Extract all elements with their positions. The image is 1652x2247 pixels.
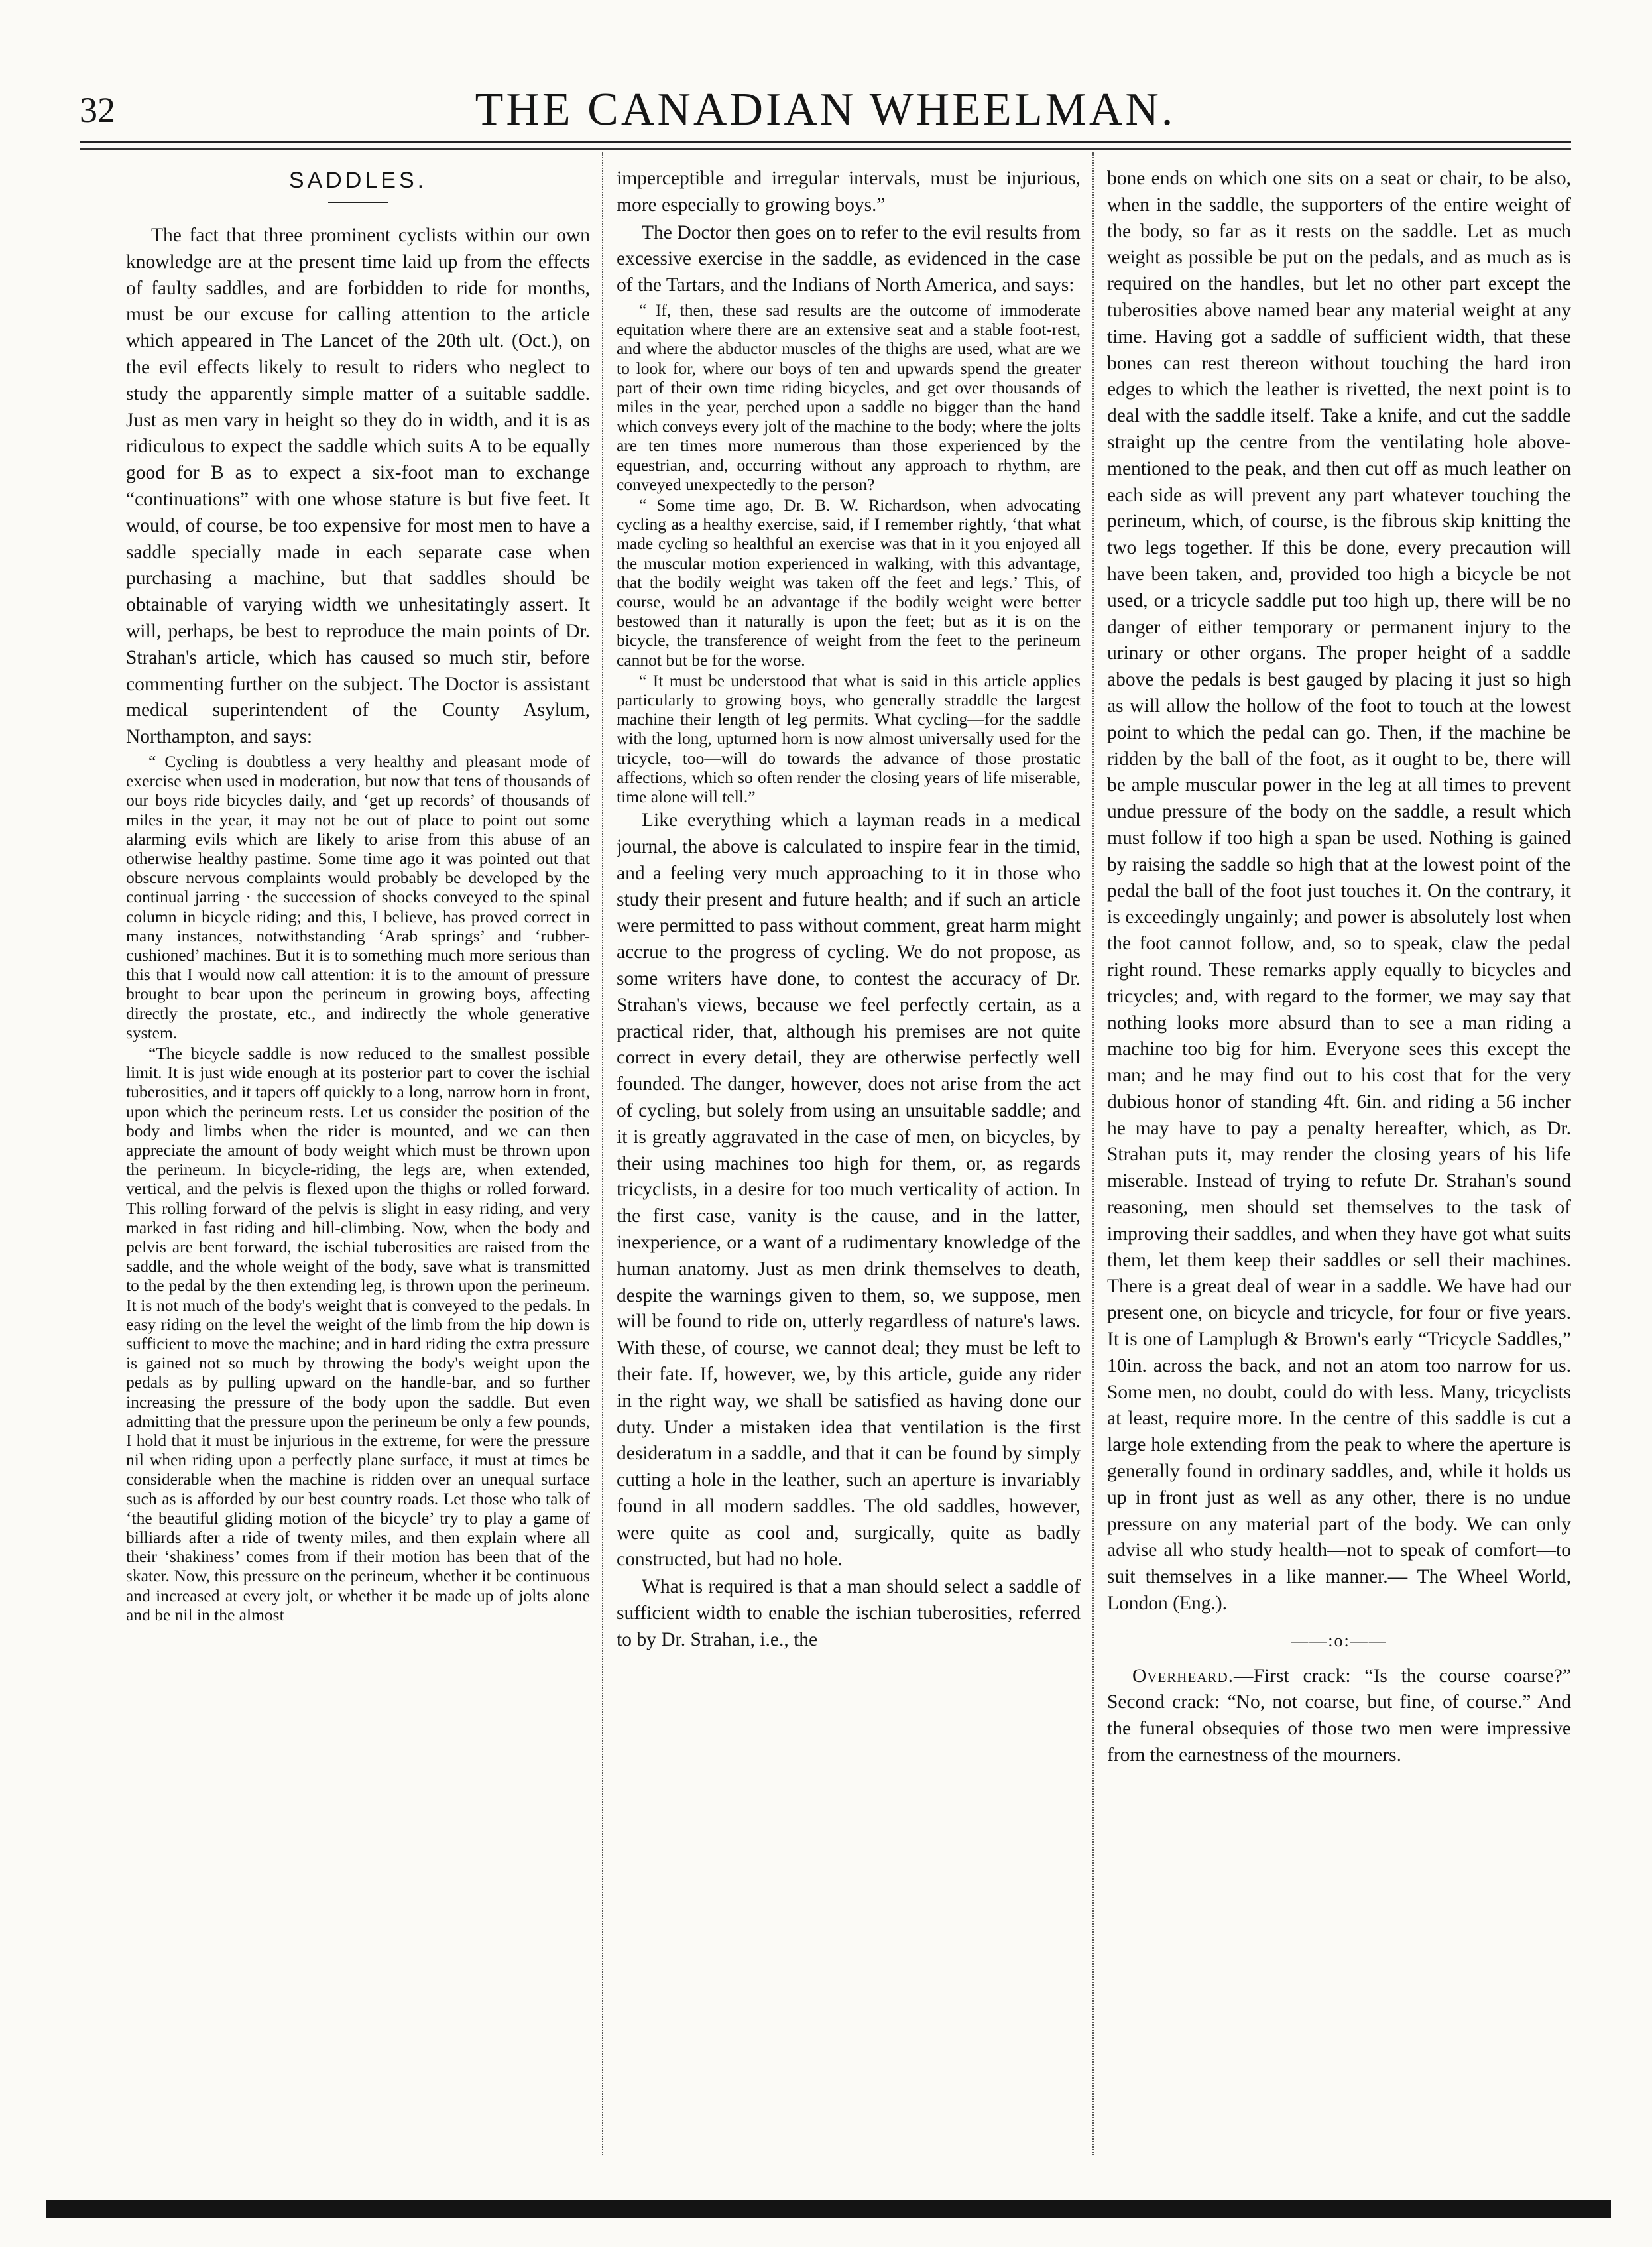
header-rule — [80, 141, 1571, 150]
quote-paragraph: “ It must be understood that what is said in this article applies particularly to growing boys, who generally straddle the largest machine their length of leg permits. What cycling—for the saddle with the long, upturned horn is now almost universally used for the tricycle, too—will do towards the advance of those prostatic affections, which so often render the closing years of life miserable, time alone will tell.” — [617, 670, 1081, 807]
paragraph: The Doctor then goes on to refer to the evil results from excessive exercise in the saddle, as evidenced in the case of the Tartars, and the Indians of North America, and says: — [617, 221, 1081, 296]
overheard-paragraph — [1107, 1664, 1571, 1769]
column-divider — [602, 152, 603, 2155]
overheard-body: —First crack: “Is the course coarse?” Second crack: “No, not coarse, but fine, of course.” And the funeral obsequies of those two men were impressive from the earnestness of the mourners. — [1107, 1665, 1571, 1766]
footer-rule — [46, 2200, 1611, 2218]
quote-paragraph: “ Cycling is doubtless a very healthy and pleasant mode of exercise when used in moderation, but now that tens of thousands of our boys ride bicycles daily, and ‘get up records’ of thousands of miles in the year, it may not be out of place to point out some alarming evils which are likely to arise from this abuse of an otherwise healthy pastime. Some time ago it was pointed out that obscure nervous complaints would probably be developed by the continual jarring · the succession of shocks conveyed to the spinal column in bicycle riding; and this, I believe, has proved correct in many instances, notwithstanding ‘Arab springs’ and ‘rubber-cushioned’ machines. But it is to something much more serious than this that I would now call attention: it is to the amount of pressure brought to bear upon the perineum in growing boys, affecting directly the prostate, etc., and indirectly the whole generative system. — [126, 751, 590, 1042]
column-3 — [1107, 166, 1571, 2155]
paragraph: What is required is that a man should select a saddle of sufficient width to enable the ischian tuberosities, referred to by Dr. Strahan, i.e., the — [617, 1576, 1081, 1650]
column-1 — [126, 166, 590, 2155]
quote-paragraph: “ Some time ago, Dr. B. W. Richardson, when advocating cycling as a healthy exercise, said, if I remember rightly, ‘that what made cycling so healthful an exercise was that in it you enjoyed all the muscular motion experienced in walking, with this advantage, that the bodily weight was taken off the feet and legs.’ This, of course, would be an advantage if the bodily weight were better bestowed than it naturally is upon the feet; but as it is on the bicycle, the transference of weight from the feet to the perineum cannot but be for the worse. — [617, 495, 1081, 670]
paragraph: imperceptible and irregular intervals, must be injurious, more especially to growing boys.” — [617, 168, 1081, 215]
journal-title: THE CANADIAN WHEELMAN. — [475, 84, 1176, 135]
paragraph: Like everything which a layman reads in a medical journal, the above is calculated to inspire fear in the timid, and a feeling very much approaching to it in those who study their present and future health; and if such an article were permitted to pass without comment, great harm might accrue to the progress of cycling. We do not propose, as some writers have done, to contest the accuracy of Dr. Strahan's views, because we feel perfectly certain, as a practical rider, that, although his premises are not quite correct in every detail, they are otherwise perfectly well founded. The danger, however, does not arise from the act of cycling, but solely from using an unsuitable saddle; and it is greatly aggravated in the case of men, on bicycles, by their using machines too high for them, or, as regards tricyclists, in a desire for too much verticality of action. In the first case, vanity is the cause, and in the latter, inexperience, or a want of a rudimentary knowledge of the human anatomy. Just as men drink themselves to death, despite the warnings given to them, so, we suppose, men will be found to ride on, utterly regardless of nature's laws. With these, of course, we cannot deal; they must be left to their fate. If, however, we, by this article, guide any rider in the right way, we shall be satisfied as having done our duty. Under a mistaken idea that ventilation is the first desideratum in a saddle, and that it can be found by simply cutting a hole in the leather, such an aperture is invariably found in all modern saddles. The old saddles, however, were quite as cool and, surgically, quite as badly constructed, but had no hole. — [617, 810, 1081, 1570]
quote-paragraph: “ If, then, these sad results are the outcome of immoderate equitation where there are an extensive seat and a stable foot-rest, and where the abductor muscles of the thighs are used, what are we to look for, where our boys of ten and upwards spend the greater part of their own time riding bicycles, and get over thousands of miles in the year, perched upon a saddle no bigger than the hand which conveys every jolt of the machine to the body; where the jolts are ten times more numerous than those experienced by the equestrian, and, occurring without any approach to rhythm, are conveyed unexpectedly to the person? — [617, 300, 1081, 494]
paragraph: bone ends on which one sits on a seat or chair, to be also, when in the saddle, the supporters of the entire weight of the body, so far as it rests on the saddle. Let as much weight as possible be put on the pedals, and as much as is required on the handles, but let no other part except the tuberosities above named bear any material weight at any time. Having got a saddle of sufficient width, that these bones can rest thereon without touching the hard iron edges to which the leather is rivetted, the next point is to deal with the saddle itself. Take a knife, and cut the saddle straight up the centre from the ventilating hole above-mentioned to the peak, and then cut off as much leather on each side as will prevent any part whatever touching the perineum, which, of course, is the fibrous skip knitting the two legs together. If this be done, every precaution will have been taken, and, provided too high a bicycle be not used, or a tricycle saddle put too high up, there will be no danger of either temporary or permanent injury to the urinary or other organs. The proper height of a saddle above the pedals is best gauged by placing it just so high as will allow the hollow of the foot to touch at the lowest point to which the pedal can go. Then, if the machine be ridden by the ball of the foot, as it ought to be, there will be ample muscular power in the leg at all times to prevent undue pressure of the body on the saddle, a result which must follow if too high a span be used. Nothing is gained by raising the saddle so high that at the lowest point of the pedal the ball of the foot just touches it. On the contrary, it is exceedingly ungainly; and power is absolutely lost when the foot cannot follow, and, so to speak, claw the pedal right round. These remarks apply equally to bicycles and tricycles; and, with regard to the former, we may say that nothing looks more absurd than to see a man riding a machine too big for him. Everyone sees this except the man; and he may find out to his cost that for the very dubious honor of standing 4ft. 6in. and riding a 56 incher he may have to pay a penalty hereafter, which, as Dr. Strahan puts it, may render the closing years of his life miserable. Instead of trying to refute Dr. Strahan's sound reasoning, men should set themselves to the task of improving their saddles, and when they have got what suits them, let them keep their saddles or sell their machines. There is a great deal of wear in a saddle. We have had our present one, on bicycle and tricycle, for four or five years. It is one of Lamplugh & Brown's early “Tricycle Saddles,” 10in. across the back, and not an atom too narrow for us. Some men, no doubt, could do with less. Many, tricyclists at least, require more. In the centre of this saddle is cut a large hole extending from the peak to where the aperture is generally found in ordinary saddles, and, while it holds us up in front just as well as any other, there is no undue pressure on any material part of the body. We can only advise all who study health—not to speak of comfort—to suit themselves in a like manner.— The Wheel World, London (Eng.). — [1107, 168, 1571, 1614]
page-number: 32 — [80, 90, 115, 130]
section-separator: ——:o:—— — [1291, 1630, 1387, 1650]
quote-paragraph: “The bicycle saddle is now reduced to the smallest possible limit. It is just wide enough at its posterior part to cover the ischial tuberosities, and it tapers off quickly to a long, narrow horn in front, upon which the perineum rests. Let us consider the position of the body and limbs when the rider is mounted, and we can then appreciate the amount of body weight which must be thrown upon the perineum. In bicycle-riding, the legs are, when extended, vertical, and the pelvis is flexed upon the thighs or rolled forward. This rolling forward of the pelvis is slight in easy riding, and very marked in fast riding and hill-climbing. Now, when the body and pelvis are bent forward, the ischial tuberosities are raised from the saddle, and the whole weight of the body, save what is transmitted to the pedal by the then extending leg, is thrown upon the perineum. It is not much of the body's weight that is conveyed to the pedals. In easy riding on the level the weight of the limb from the hip down is sufficient to move the machine; and in hard riding the extra pressure is gained not so much by throwing the body's weight upon the pedals as by pulling upward on the handle-bar, and so further increasing the pressure of the body upon the saddle. But even admitting that the pressure upon the perineum be only a few pounds, I hold that it must be injurious in the extreme, for were the pressure nil when riding upon a perfectly plane surface, it must at times be considerable when the machine is ridden over an unequal surface such as is afforded by our best country roads. Let those who talk of ‘the beautiful gliding motion of the bicycle’ try to play a game of billiards after a ride of twenty miles, and then explain where all their ‘shakiness’ comes from if their motion has been that of the skater. Now, this pressure on the perineum, whether it be continuous and increased at every jolt, or whether it be made up of jolts alone and be nil in the almost — [126, 1043, 590, 1624]
column-divider — [1092, 152, 1094, 2155]
overheard-lead: Overheard. — [1132, 1665, 1234, 1687]
heading-rule — [328, 202, 388, 203]
column-2 — [617, 166, 1081, 2155]
article-heading: SADDLES. — [288, 168, 428, 193]
paragraph: The fact that three prominent cyclists within our own knowledge are at the present time laid up from the effects of faulty saddles, and are forbidden to ride for months, must be our excuse for calling attention to the article which appeared in The Lancet of the 20th ult. (Oct.), on the evil effects likely to result to riders who neglect to study the apparently simple matter of a suitable saddle. Just as men vary in height so they do in width, and it is as ridiculous to expect the saddle which suits A to be equally good for B as to expect a six-foot man to exchange “continuations” with one whose stature is but five feet. It would, of course, be too expensive for most men to have a saddle specially made in each separate case when purchasing a machine, but that saddles should be obtainable of varying width we unhesitatingly assert. It will, perhaps, be best to reproduce the main points of Dr. Strahan's article, which has caused so much stir, before commenting further on the subject. The Doctor is assistant medical superintendent of the County Asylum, Northampton, and says: — [126, 225, 590, 748]
masthead — [80, 85, 1571, 138]
